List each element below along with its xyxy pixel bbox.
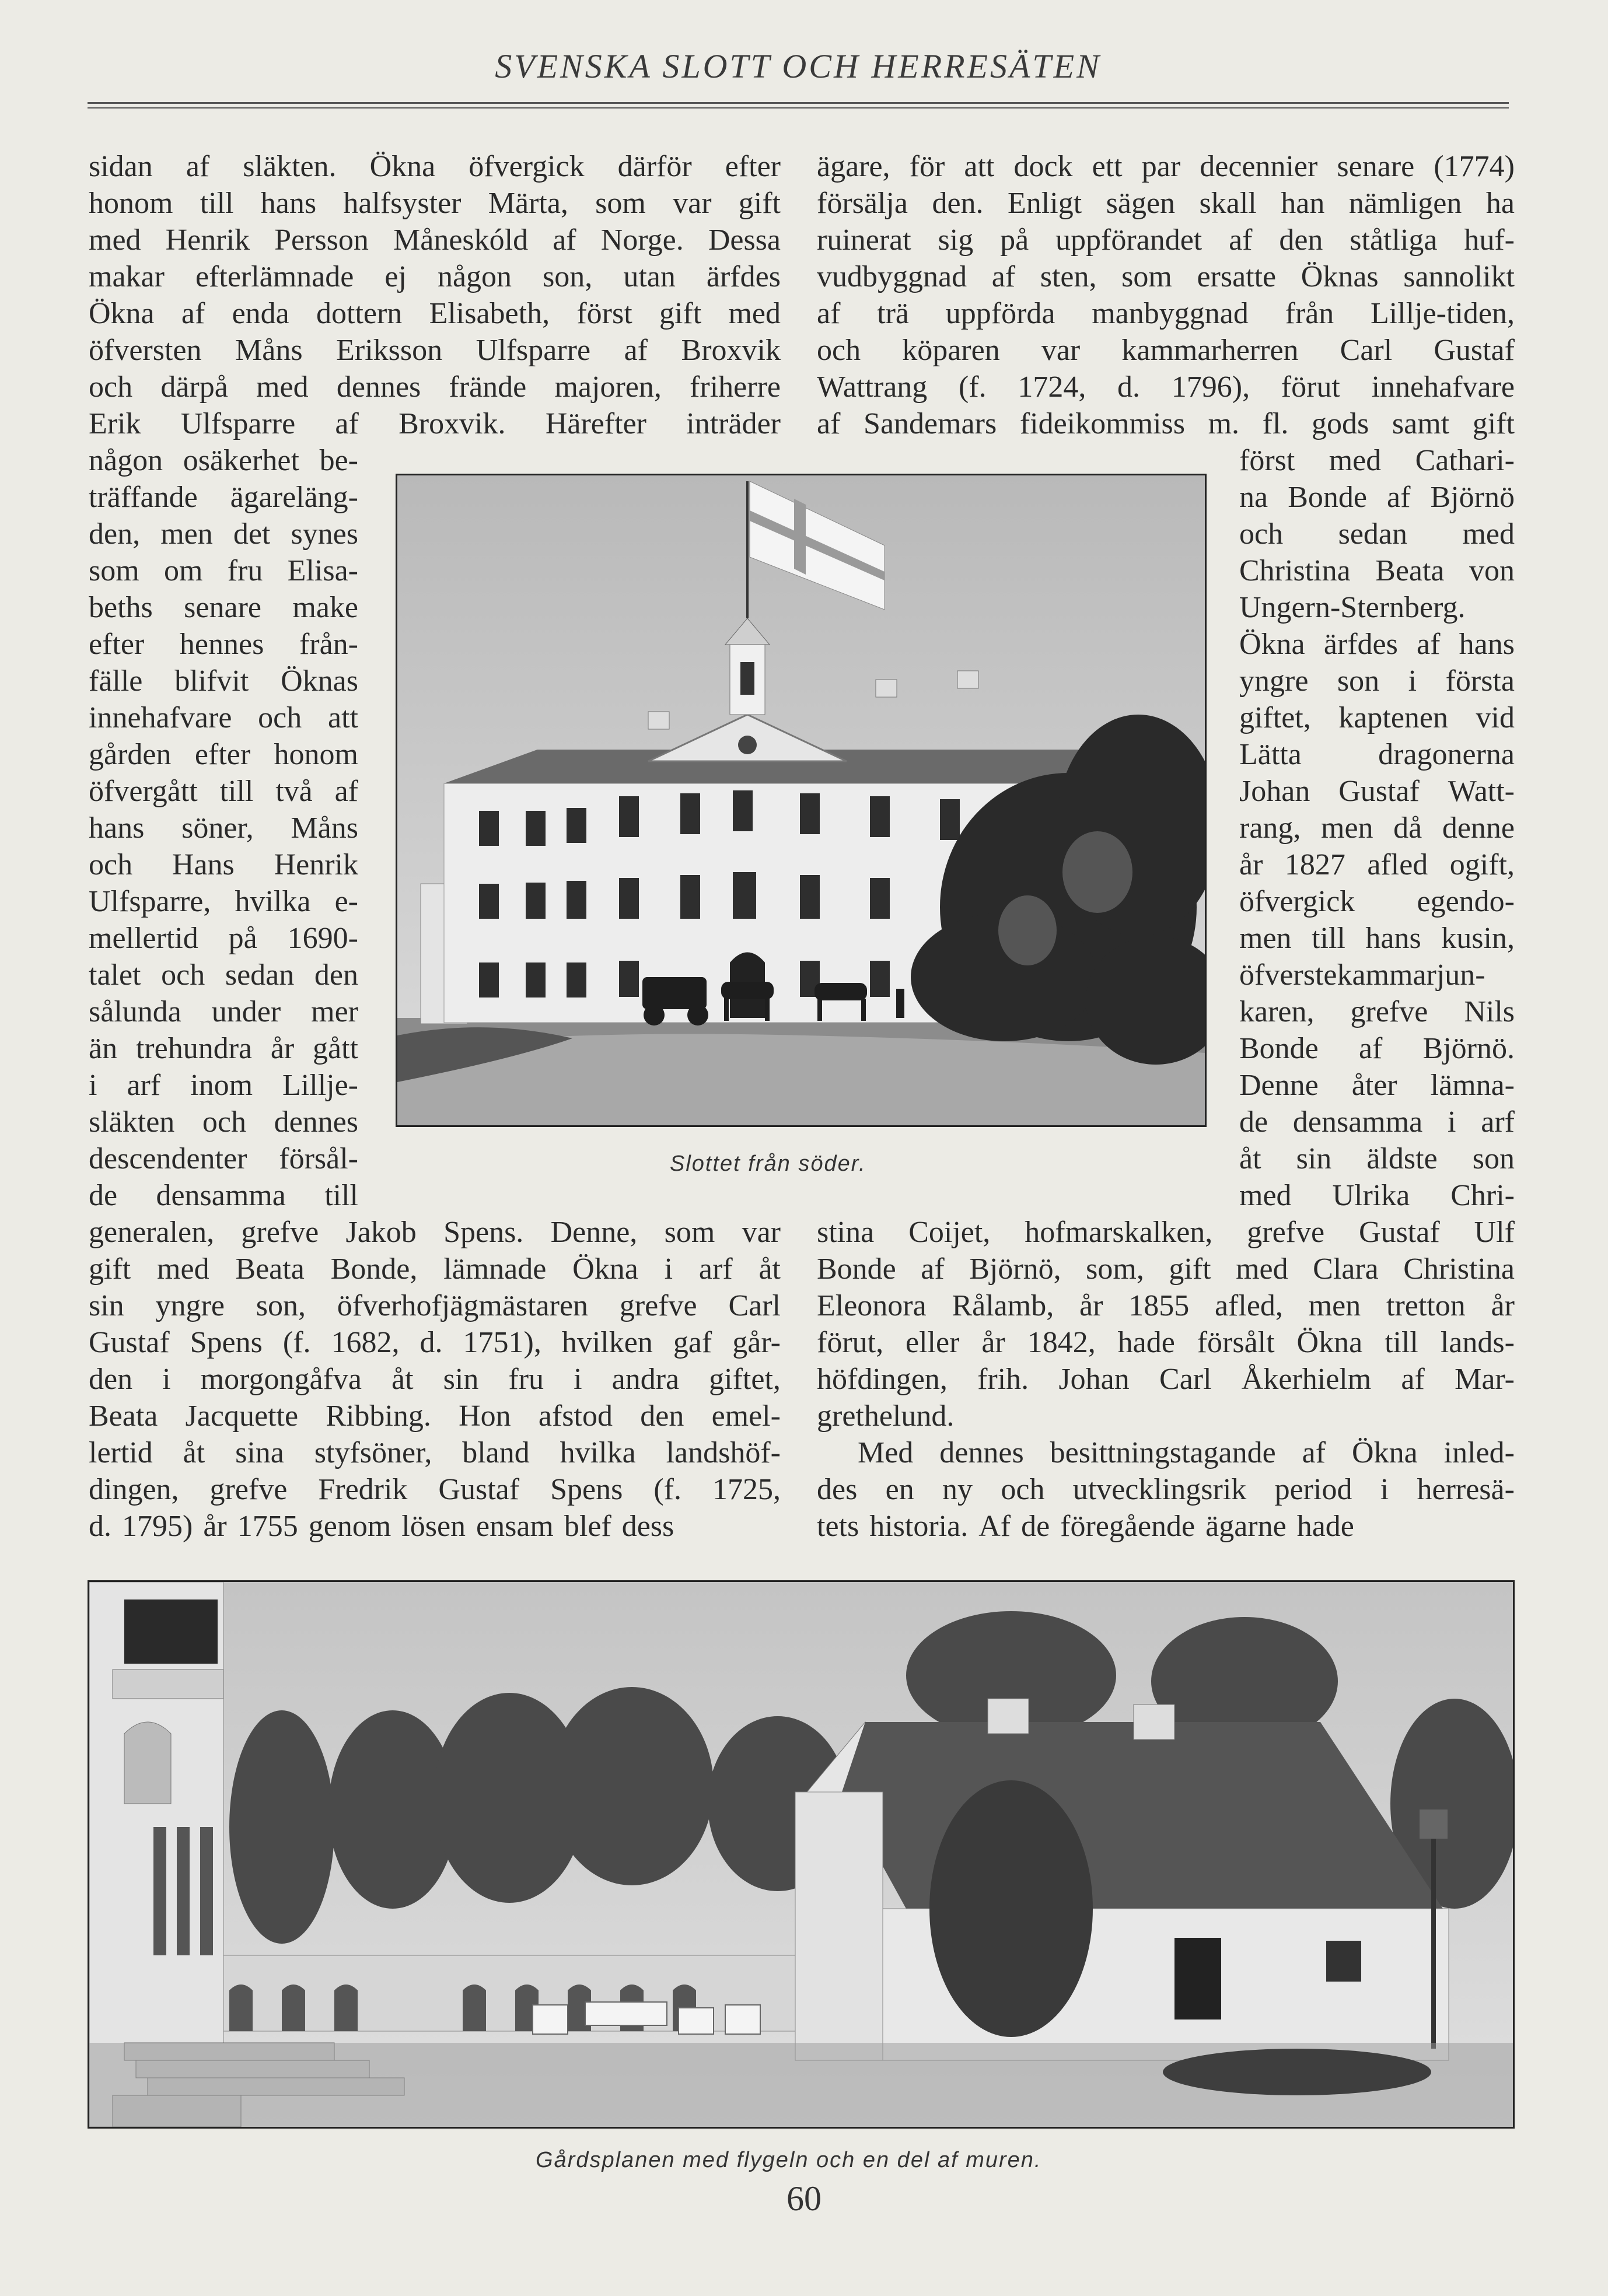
header-rule: [88, 102, 1509, 104]
right-column-wrap: [1239, 442, 1515, 1214]
text-line: beths senare make: [89, 591, 358, 624]
text-line: honom till hans halfsyster Märta, som var gift: [89, 187, 781, 220]
text-line: tets historia. Af de föregående ägarne hade: [817, 1510, 1354, 1543]
text-line: öfversten Måns Eriksson Ulfsparre af Broxvik: [89, 334, 781, 367]
text-line: talet och sedan den: [89, 958, 358, 992]
text-line: efter hennes från-: [89, 628, 358, 661]
text-line: och sedan med: [1239, 517, 1515, 551]
text-line: Gustaf Spens (f. 1682, d. 1751), hvilken gaf går-: [89, 1326, 781, 1359]
text-line: makar efterlämnade ej någon son, utan ärfdes: [89, 260, 781, 293]
text-line: sålunda under mer: [89, 995, 358, 1028]
text-line: Med dennes besittningstagande af Ökna inled-: [858, 1436, 1515, 1469]
text-line: släkten och dennes: [89, 1105, 358, 1139]
text-line: descendenter försål-: [89, 1142, 358, 1175]
left-column-wrap: [89, 442, 358, 1214]
text-line: hans söner, Måns: [89, 811, 358, 845]
text-line: öfverstekammarjun-: [1239, 958, 1485, 992]
text-line: fälle blifvit Öknas: [89, 664, 358, 698]
text-line: de densamma i arf: [1239, 1105, 1515, 1139]
text-line: med Ulrika Chri-: [1239, 1179, 1515, 1212]
text-line: och Hans Henrik: [89, 848, 358, 881]
courtyard-photo: [88, 1580, 1515, 2129]
courtyard-photo-caption: Gårdsplanen med flygeln och en del af muren.: [536, 2148, 1042, 2172]
text-line: förut, eller år 1842, hade försålt Ökna till lands-: [817, 1326, 1515, 1359]
text-line: som om fru Elisa-: [89, 554, 358, 587]
text-line: rang, men då denne: [1239, 811, 1515, 845]
text-line: grethelund.: [817, 1399, 955, 1433]
text-line: mellertid på 1690-: [89, 922, 358, 955]
text-line: af trä uppförda manbyggnad från Lillje-tiden,: [817, 297, 1515, 330]
right-column-bottom: [817, 1214, 1515, 1545]
text-line: Ökna af enda dottern Elisabeth, först gift med: [89, 297, 781, 330]
text-line: lertid åt sina styfsöner, bland hvilka landshöf-: [89, 1436, 781, 1469]
text-line: först med Cathari-: [1239, 444, 1515, 477]
text-line: i arf inom Lillje-: [89, 1069, 358, 1102]
text-line: gården efter honom: [89, 738, 358, 771]
text-line: des en ny och utvecklingsrik period i herresä-: [817, 1473, 1515, 1506]
text-line: med Henrik Persson Måneskóld af Norge. Dessa: [89, 223, 781, 257]
text-line: Eleonora Rålamb, år 1855 afled, men tretton år: [817, 1289, 1515, 1322]
text-line: Wattrang (f. 1724, d. 1796), förut innehafvare: [817, 370, 1515, 404]
text-line: de densamma till: [89, 1179, 358, 1212]
text-line: ägare, för att dock ett par decennier senare (1774): [817, 150, 1515, 183]
text-line: generalen, grefve Jakob Spens. Denne, som var: [89, 1216, 781, 1249]
text-line: Ungern-Sternberg.: [1239, 591, 1466, 624]
text-line: Ulfsparre, hvilka e-: [89, 885, 358, 918]
text-line: d. 1795) år 1755 genom lösen ensam blef dess: [89, 1510, 674, 1543]
text-line: af Sandemars fideikommiss m. fl. gods samt gift: [817, 407, 1515, 440]
text-line: dingen, grefve Fredrik Gustaf Spens (f. 1725,: [89, 1473, 781, 1506]
left-column-top: [89, 148, 781, 442]
left-column-bottom: [89, 1214, 781, 1545]
text-line: höfdingen, frih. Johan Carl Åkerhielm af Mar-: [817, 1363, 1515, 1396]
text-line: år 1827 afled ogift,: [1239, 848, 1515, 881]
text-line: Erik Ulfsparre af Broxvik. Härefter inträder: [89, 407, 781, 440]
text-line: öfvergått till två af: [89, 775, 358, 808]
text-line: den i morgongåfva åt sin fru i andra giftet,: [89, 1363, 781, 1396]
page-number: 60: [786, 2179, 822, 2218]
text-line: vudbyggnad af sten, som ersatte Öknas sannolikt: [817, 260, 1515, 293]
text-line: än trehundra år gått: [89, 1032, 358, 1065]
text-line: yngre son i första: [1239, 664, 1515, 698]
text-line: gift med Beata Bonde, lämnade Ökna i arf åt: [89, 1252, 781, 1286]
text-line: na Bonde af Björnö: [1239, 481, 1515, 514]
text-line: Ökna ärfdes af hans: [1239, 628, 1515, 661]
text-line: försälja den. Enligt sägen skall han nämligen ha: [817, 187, 1515, 220]
text-line: stina Coijet, hofmarskalken, grefve Gustaf Ulf: [817, 1216, 1515, 1249]
text-line: Lätta dragonerna: [1239, 738, 1515, 771]
text-line: sidan af släkten. Ökna öfvergick därför efter: [89, 150, 781, 183]
text-line: åt sin äldste son: [1239, 1142, 1515, 1175]
text-line: innehafvare och att: [89, 701, 358, 734]
text-line: den, men det synes: [89, 517, 358, 551]
running-title: SVENSKA SLOTT OCH HERRESÄTEN: [495, 47, 1102, 85]
text-line: öfvergick egendo-: [1239, 885, 1515, 918]
text-line: karen, grefve Nils: [1239, 995, 1515, 1028]
text-line: sin yngre son, öfverhofjägmästaren grefve Carl: [89, 1289, 781, 1322]
text-line: Beata Jacquette Ribbing. Hon afstod den emel-: [89, 1399, 781, 1433]
text-line: Johan Gustaf Watt-: [1239, 775, 1515, 808]
text-line: någon osäkerhet be-: [89, 444, 358, 477]
castle-photo-caption: Slottet från söder.: [670, 1152, 866, 1176]
text-line: Christina Beata von: [1239, 554, 1515, 587]
text-line: Bonde af Björnö, som, gift med Clara Christina: [817, 1252, 1515, 1286]
text-line: och köparen var kammarherren Carl Gustaf: [817, 334, 1515, 367]
text-line: Bonde af Björnö.: [1239, 1032, 1515, 1065]
text-line: träffande ägareläng-: [89, 481, 358, 514]
text-line: ruinerat sig på uppförandet af den ståtliga huf-: [817, 223, 1515, 257]
text-line: giftet, kaptenen vid: [1239, 701, 1515, 734]
header-rule-thin: [88, 107, 1509, 108]
castle-photo: [396, 474, 1207, 1127]
right-column-top: [817, 148, 1515, 442]
text-line: och därpå med dennes frände majoren, friherre: [89, 370, 781, 404]
text-line: Denne åter lämna-: [1239, 1069, 1515, 1102]
text-line: men till hans kusin,: [1239, 922, 1515, 955]
